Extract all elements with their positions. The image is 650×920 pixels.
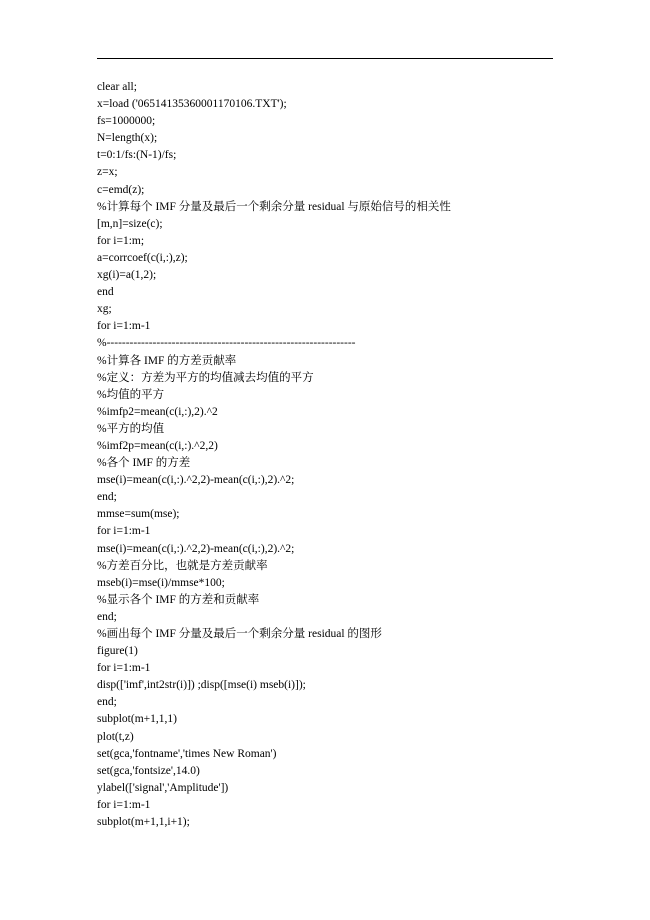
code-line: c=emd(z);: [97, 183, 145, 196]
code-line: mseb(i)=mse(i)/mmse*100;: [97, 576, 225, 589]
code-line: [m,n]=size(c);: [97, 217, 163, 230]
code-line: end;: [97, 491, 117, 504]
code-line: t=0:1/fs:(N-1)/fs;: [97, 149, 177, 162]
code-line: fs=1000000;: [97, 115, 156, 128]
code-line: %-----------------------------------------------------------------: [97, 337, 356, 350]
code-line: %计算每个 IMF 分量及最后一个剩余分量 residual 与原始信号的相关性: [97, 200, 451, 213]
code-line: %均值的平方: [97, 388, 165, 401]
header-rule: [97, 58, 553, 59]
code-line: %方差百分比，也就是方差贡献率: [97, 559, 268, 572]
code-line: mmse=sum(mse);: [97, 508, 180, 521]
code-line: for i=1:m;: [97, 234, 145, 247]
code-line: figure(1): [97, 645, 138, 658]
code-line: N=length(x);: [97, 132, 158, 145]
code-line: ylabel(['signal','Amplitude']): [97, 781, 229, 794]
code-line: mse(i)=mean(c(i,:).^2,2)-mean(c(i,:),2).^2;: [97, 542, 295, 555]
code-line: %平方的均值: [97, 422, 165, 435]
code-line: for i=1:m-1: [97, 798, 151, 811]
code-line: subplot(m+1,1,1): [97, 713, 177, 726]
code-line: %计算各 IMF 的方差贡献率: [97, 354, 237, 367]
code-line: for i=1:m-1: [97, 320, 151, 333]
code-line: xg(i)=a(1,2);: [97, 269, 157, 282]
code-line: plot(t,z): [97, 730, 134, 743]
code-line: x=load ('06514135360001170106.TXT');: [97, 98, 287, 111]
code-line: for i=1:m-1: [97, 525, 151, 538]
code-line: a=corrcoef(c(i,:),z);: [97, 251, 188, 264]
code-line: %画出每个 IMF 分量及最后一个剩余分量 residual 的图形: [97, 628, 382, 640]
code-line: end;: [97, 610, 117, 623]
code-line: xg;: [97, 303, 112, 316]
code-line: %显示各个 IMF 的方差和贡献率: [97, 593, 260, 606]
code-line: %imf2p=mean(c(i,:).^2,2): [97, 439, 218, 452]
code-line: end: [97, 286, 114, 299]
code-line: set(gca,'fontname','times New Roman'): [97, 747, 277, 760]
code-line: z=x;: [97, 166, 118, 179]
code-line: set(gca,'fontsize',14.0): [97, 764, 200, 777]
code-listing: [97, 79, 557, 831]
code-line: end;: [97, 696, 117, 709]
code-line: subplot(m+1,1,i+1);: [97, 816, 190, 829]
code-line: mse(i)=mean(c(i,:).^2,2)-mean(c(i,:),2).^2;: [97, 474, 295, 487]
code-line: clear all;: [97, 81, 137, 93]
code-line: %定义：方差为平方的均值减去均值的平方: [97, 371, 314, 384]
code-line: %各个 IMF 的方差: [97, 457, 191, 470]
code-line: for i=1:m-1: [97, 662, 151, 675]
code-line: %imfp2=mean(c(i,:),2).^2: [97, 405, 218, 418]
code-line: disp(['imf',int2str(i)]) ;disp([mse(i) mseb(i)]);: [97, 679, 306, 692]
